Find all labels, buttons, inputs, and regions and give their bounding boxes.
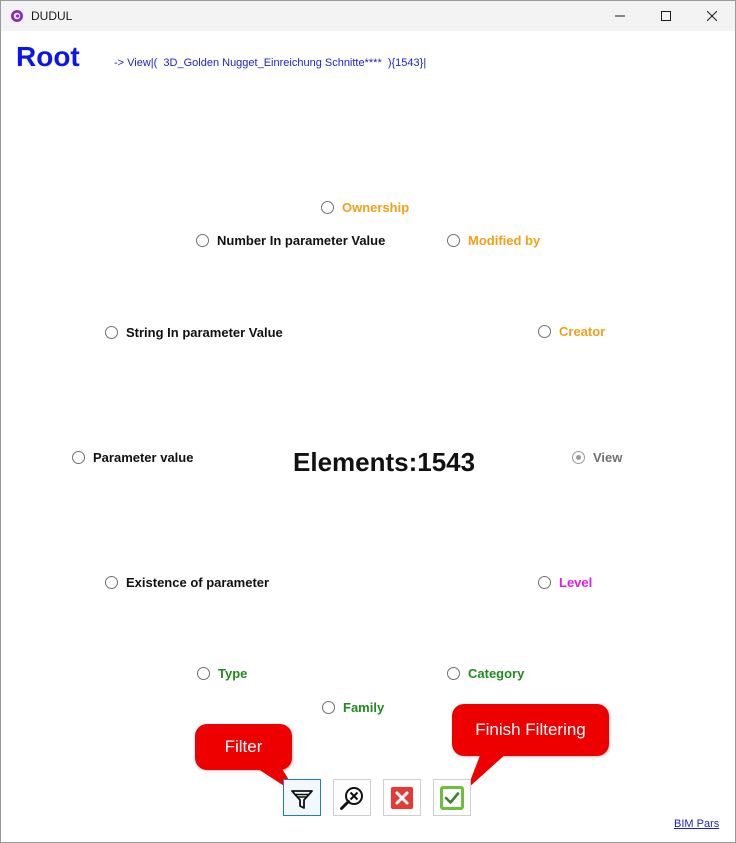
option-label: Ownership — [342, 200, 410, 215]
bim-pars-link[interactable]: BIM Pars — [674, 818, 720, 830]
option-level[interactable] — [538, 575, 592, 590]
option-number-in-parameter-value[interactable] — [196, 233, 385, 248]
option-label: Type — [218, 666, 248, 681]
cancel-button[interactable] — [383, 779, 421, 816]
maximize-icon — [661, 11, 671, 21]
close-icon — [707, 11, 717, 21]
radio-button[interactable] — [447, 667, 460, 680]
option-category[interactable] — [447, 666, 524, 681]
option-label: Family — [343, 700, 385, 715]
radio-button[interactable] — [105, 576, 118, 589]
app-logo-icon — [10, 9, 24, 23]
radio-button[interactable] — [538, 576, 551, 589]
option-ownership[interactable] — [321, 200, 409, 215]
option-label: String In parameter Value — [126, 325, 283, 340]
finish-filtering-button[interactable] — [433, 779, 471, 816]
minimize-button[interactable] — [597, 1, 643, 31]
option-existence-of-parameter[interactable] — [105, 575, 269, 590]
filter-button[interactable] — [283, 779, 321, 816]
option-label: Level — [559, 575, 593, 590]
radio-button[interactable] — [321, 201, 334, 214]
maximize-button[interactable] — [643, 1, 689, 31]
option-view[interactable] — [572, 450, 622, 465]
option-label: Parameter value — [93, 450, 194, 465]
option-label: Existence of parameter — [126, 575, 270, 590]
option-label: Modified by — [468, 233, 541, 248]
breadcrumb: -> View|( 3D_Golden Nugget_Einreichung Schnitte**** ){1543}| — [114, 57, 427, 69]
close-button[interactable] — [689, 1, 735, 31]
title-bar — [1, 1, 735, 31]
option-label: Number In parameter Value — [217, 233, 386, 248]
option-label: View — [593, 450, 623, 465]
clear-search-icon — [339, 785, 365, 811]
option-family[interactable] — [322, 700, 384, 715]
option-modified-by[interactable] — [447, 233, 540, 248]
callout-label: Finish Filtering — [475, 720, 586, 739]
radio-button[interactable] — [72, 451, 85, 464]
radio-button[interactable] — [538, 325, 551, 338]
option-creator[interactable] — [538, 324, 605, 339]
elements-count: Elements:1543 — [293, 447, 476, 477]
close-red-icon — [390, 786, 414, 810]
option-label: Creator — [559, 324, 606, 339]
filter-icon — [289, 785, 315, 811]
option-string-in-parameter-value[interactable] — [105, 325, 283, 340]
filter-callout — [195, 724, 292, 770]
finish-filtering-callout — [452, 704, 609, 756]
window-title: DUDUL — [31, 9, 73, 23]
option-parameter-value[interactable] — [72, 450, 193, 465]
minimize-icon — [615, 11, 625, 21]
radio-button[interactable] — [197, 667, 210, 680]
check-green-icon — [440, 786, 464, 810]
radio-button[interactable] — [196, 234, 209, 247]
option-type[interactable] — [197, 666, 247, 681]
radio-button-selected[interactable] — [572, 451, 585, 464]
root-title: Root — [16, 41, 80, 72]
callout-label: Filter — [224, 737, 263, 756]
option-label: Category — [468, 666, 525, 681]
radio-button[interactable] — [322, 701, 335, 714]
radio-button[interactable] — [105, 326, 118, 339]
clear-filter-button[interactable] — [333, 779, 371, 816]
radio-button[interactable] — [447, 234, 460, 247]
